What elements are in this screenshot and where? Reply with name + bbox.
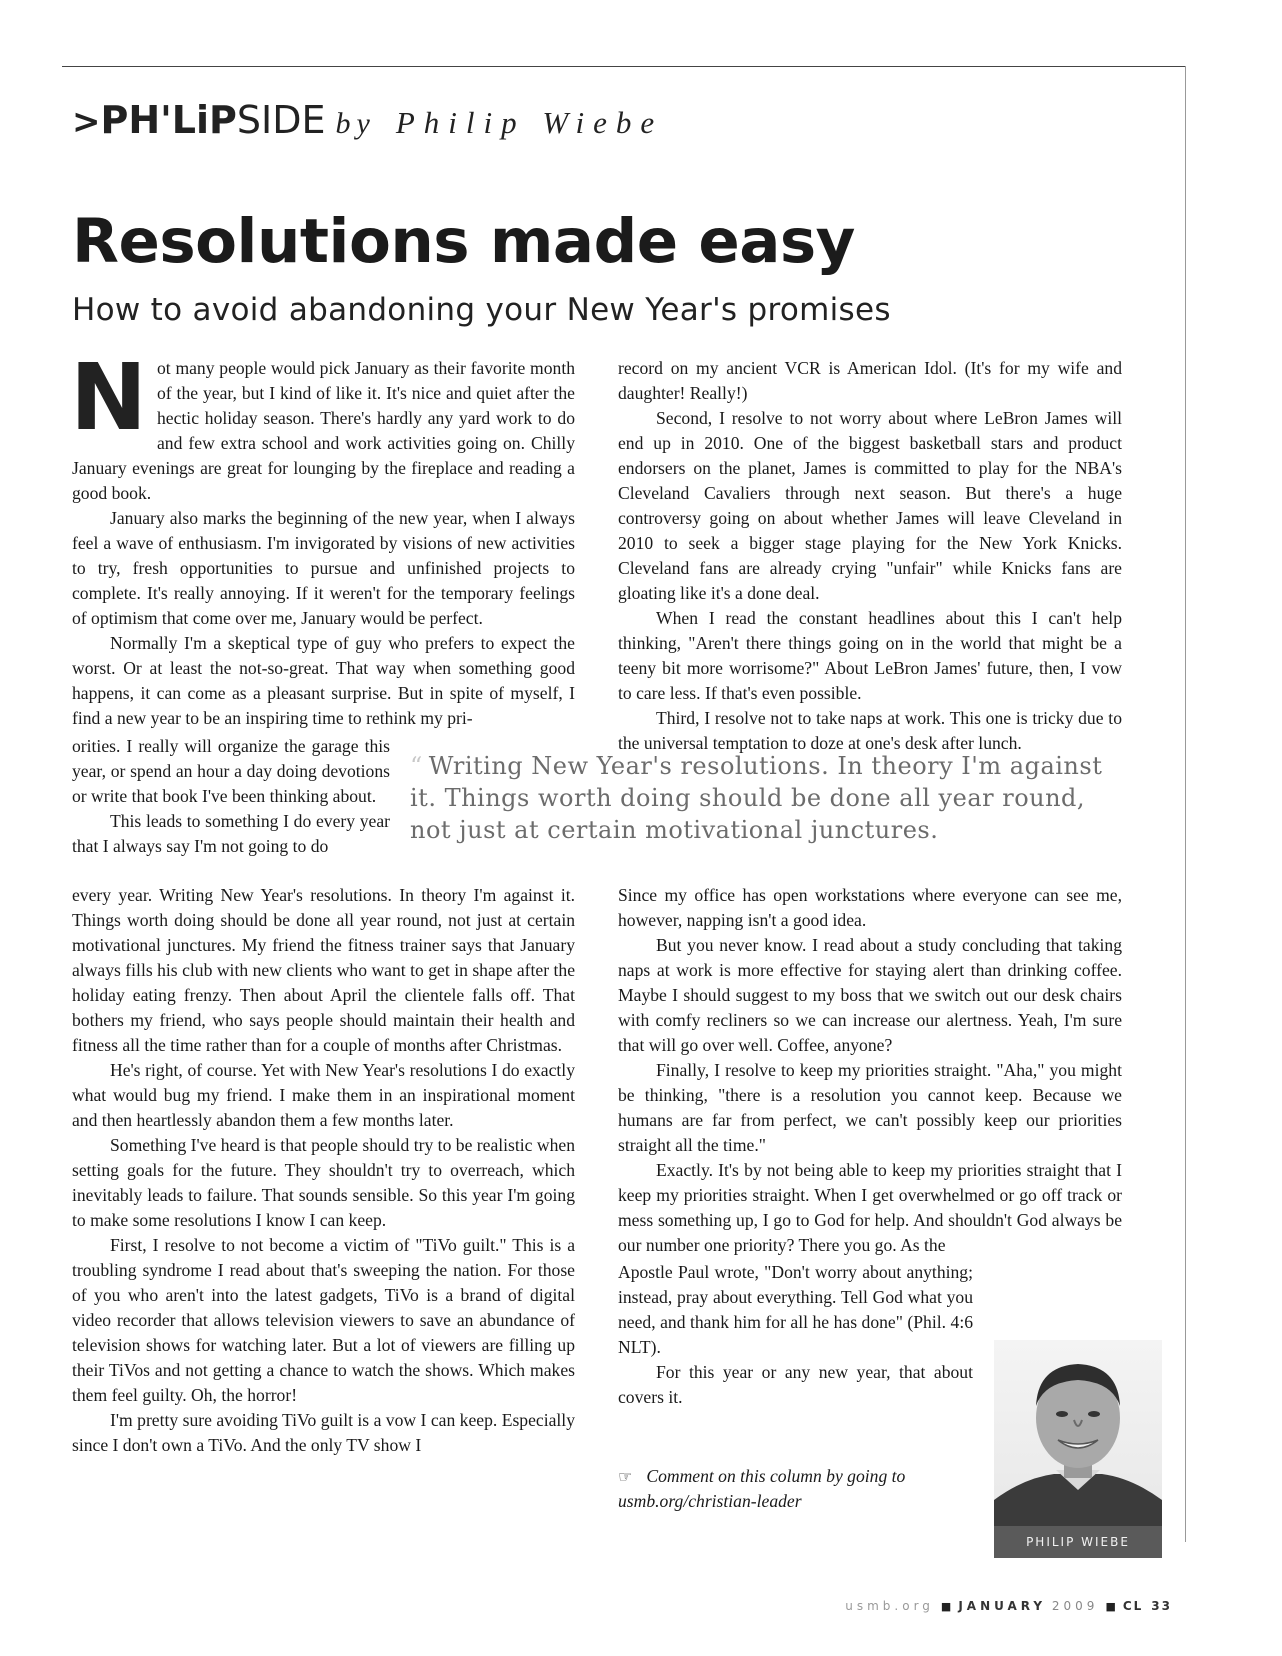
paragraph: First, I resolve to not become a victim of "TiVo guilt." This is a troubling syndrome I read about that's sweeping the nation. For those of you who aren't into the latest gadgets, TiVo is a brand of digital video recorder that allows television viewers to save an abundance of television shows for watching later. But a lot of viewers are filling up their TiVos and not getting a chance to watch the shows. Which makes them feel guilty. Oh, the horror! [72,1235,575,1405]
pull-quote [410,750,1110,846]
page-footer [0,1599,1172,1613]
right-column-top [618,356,1122,756]
paragraph: Exactly. It's by not being able to keep my priorities straight that I keep my priorities straight. When I get overwhelmed or go off track or mess something up, I go to God for help. And shouldn't God always be our number one priority? There you go. As the [618,1160,1122,1255]
masthead-arrow: > [72,102,101,142]
paragraph: orities. I really will organize the garage this year, or spend an hour a day doing devotions or write that book I've been thinking about. [72,736,390,806]
paragraph [70,344,575,506]
paragraph: This leads to something I do every year that I always say I'm not going to do [72,811,390,856]
footer-magazine: CL [1122,1599,1144,1613]
paragraph: Finally, I resolve to keep my priorities straight. "Aha," you might be thinking, "there is a resolution you cannot keep. Because we humans are far from perfect, we can't possibly keep our priorities straight all the time." [618,1060,1122,1155]
paragraph: record on my ancient VCR is American Idol. (It's for my wife and daughter! Really!) [618,358,1122,403]
comment-callout [618,1464,978,1514]
quote-mark-icon: “ [410,752,423,780]
footer-month: JANUARY [958,1599,1047,1613]
top-rule [62,66,1186,67]
left-column-top [70,344,575,731]
left-column-narrow [72,734,390,859]
page-number: 33 [1151,1599,1172,1613]
masthead-bold: PH'LiP [100,98,237,142]
subhead: How to avoid abandoning your New Year's promises [72,292,891,328]
paragraph: Normally I'm a skeptical type of guy who prefers to expect the worst. Or at least the not-so-great. That way when something good happens, it can come as a pleasant surprise. But in spite of myself, I find a new year to be an inspiring time to rethink my pri- [72,633,575,728]
paragraph: He's right, of course. Yet with New Year's resolutions I do exactly what would bug my friend. I make them in an inspirational moment and then heartlessly abandon them a few months later. [72,1060,575,1130]
masthead-author: Philip Wiebe [395,105,664,140]
headline: Resolutions made easy [72,206,855,277]
footer-year: 2009 [1051,1599,1099,1613]
column-masthead [72,98,663,142]
paragraph: Apostle Paul wrote, "Don't worry about anything; instead, pray about everything. Tell God what you need, and thank him for all he has done" (Phil. 4:6 NLT). [618,1262,973,1357]
comment-text[interactable]: Comment on this column by going to usmb.org/christian-leader [618,1466,906,1511]
right-rule [1185,66,1186,1542]
paragraph: January also marks the beginning of the new year, when I always feel a wave of enthusiasm. I'm invigorated by visions of new activities to try, fresh opportunities to pursue and unfinished projects to complete. It's really annoying. If it weren't for the temporary feelings of optimism that come over me, January would be perfect. [72,508,575,628]
author-photo [994,1340,1162,1526]
paragraph: Second, I resolve to not worry about where LeBron James will end up in 2010. One of the biggest basketball stars and product endorsers on the planet, James is committed to play for the NBA's Cleveland Cavaliers through next season. But there's a huge controversy going on about whether James will leave Cleveland in 2010 to seek a bigger stage playing for the New York Knicks. Cleveland fans are already crying "unfair" while Knicks fans are gloating like it's a done deal. [618,408,1122,603]
paragraph: When I read the constant headlines about this I can't help thinking, "Aren't there things going on in the world that might be a teeny bit more worrisome?" About LeBron James' future, then, I vow to care less. If that's even possible. [618,608,1122,703]
paragraph: Third, I resolve not to take naps at work. This one is tricky due to the universal temptation to doze at one's desk after lunch. [618,708,1122,753]
paragraph: every year. Writing New Year's resolutions. In theory I'm against it. Things worth doing should be done all year round, not just at certain motivational junctures. My friend the fitness trainer says that January always fills his club with new clients who want to get in shape after the holiday eating frenzy. Then about April the clientele falls off. That bothers my friend, who says people should maintain their health and fitness all the time rather than for a couple of months after Christmas. [72,885,575,1055]
paragraph-text: ot many people would pick January as their favorite month of the year, but I kind of like it. It's nice and quiet after the hectic holiday season. There's hardly any yard work to do and few extra school and work activities going on. Chilly January evenings are great for lounging by the fireplace and reading a good book. [72,358,575,503]
paragraph: Something I've heard is that people should try to be realistic when setting goals for the future. They shouldn't try to overreach, which inevitably leads to failure. That sounds sensible. So this year I'm going to make some resolutions I know I can keep. [72,1135,575,1230]
left-column-bottom [72,883,575,1458]
paragraph: Since my office has open workstations where everyone can see me, however, napping isn't a good idea. [618,885,1122,930]
paragraph: But you never know. I read about a study concluding that taking naps at work is more effective for staying alert than drinking coffee. Maybe I should suggest to my boss that we switch out our desk chairs with comfy recliners so we can increase our alertness. Yeah, I'm sure that will go over well. Coffee, anyone? [618,935,1122,1055]
masthead-by: by [335,107,376,140]
square-bullet-icon: ■ [1105,1600,1116,1613]
right-column-bottom [618,883,1122,1258]
paragraph: For this year or any new year, that about covers it. [618,1362,973,1407]
right-column-narrow [618,1260,973,1410]
masthead-light: SIDE [236,98,326,142]
square-bullet-icon: ■ [940,1600,952,1613]
drop-cap: N [70,344,147,451]
pointing-hand-icon: ☞ [618,1467,633,1486]
author-portrait-icon [994,1340,1162,1526]
paragraph: I'm pretty sure avoiding TiVo guilt is a vow I can keep. Especially since I don't own a TiVo. And the only TV show I [72,1410,575,1455]
photo-caption: PHILIP WIEBE [994,1526,1162,1558]
footer-site: usmb.org [845,1599,934,1613]
pull-quote-text: Writing New Year's resolutions. In theory I'm against it. Things worth doing should be done all year round, not just at certain motivational junctures. [410,752,1103,844]
